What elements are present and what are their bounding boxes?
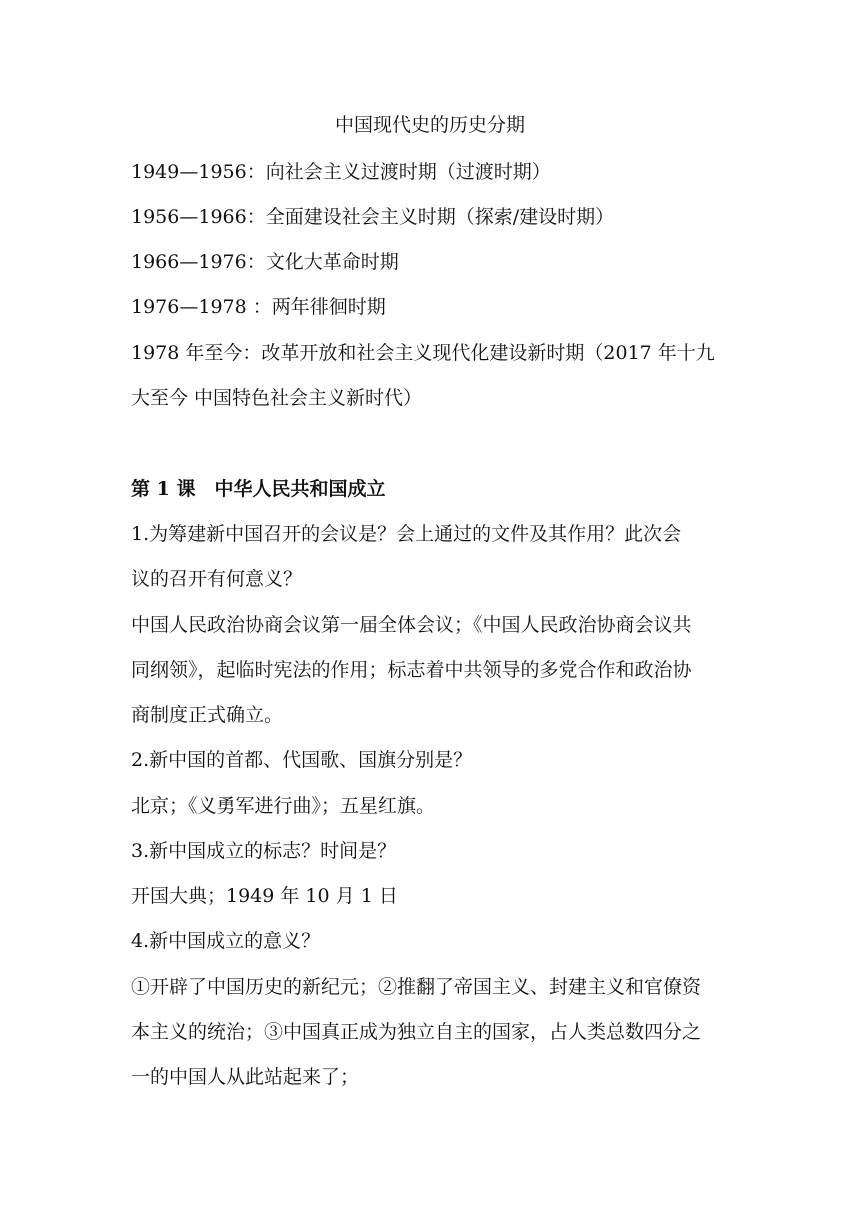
lesson-line: 1.为筹建新中国召开的会议是？会上通过的文件及其作用？此次会 <box>131 523 682 545</box>
lesson-line: 2.新中国的首都、代国歌、国旗分别是？ <box>131 749 473 771</box>
lesson-line: 一的中国人从此站起来了； <box>131 1066 360 1088</box>
lesson-line: 议的召开有何意义？ <box>131 568 303 590</box>
lesson-line: 北京；《义勇军进行曲》；五星红旗。 <box>131 795 436 817</box>
period-line: 1978 年至今：改革开放和社会主义现代化建设新时期（2017 年十九 <box>131 342 715 364</box>
period-line: 1949—1956：向社会主义过渡时期（过渡时期） <box>131 161 551 183</box>
lesson-line: 同纲领》，起临时宪法的作用；标志着中共领导的多党合作和政治协 <box>131 659 692 681</box>
lesson-line: 4.新中国成立的意义？ <box>131 930 321 952</box>
period-line: 1956—1966：全面建设社会主义时期（探索/建设时期） <box>131 206 615 228</box>
lesson-line: 3.新中国成立的标志？时间是？ <box>131 840 397 862</box>
lesson-line: ①开辟了中国历史的新纪元；②推翻了帝国主义、封建主义和官僚资 <box>131 976 702 998</box>
lesson-line: 商制度正式确立。 <box>131 704 284 726</box>
period-line: 大至今 中国特色社会主义新时代） <box>131 387 423 409</box>
lesson-line: 开国大典；1949 年 10 月 1 日 <box>131 885 398 907</box>
period-line: 1976—1978 ：两年徘徊时期 <box>131 296 386 318</box>
document-title: 中国现代史的历史分期 <box>334 114 525 136</box>
lesson-heading: 第 1 课 中华人民共和国成立 <box>131 478 386 500</box>
lesson-line: 中国人民政治协商会议第一届全体会议；《中国人民政治协商会议共 <box>131 614 692 636</box>
lesson-line: 本主义的统治；③中国真正成为独立自主的国家，占人类总数四分之 <box>131 1021 702 1043</box>
period-line: 1966—1976：文化大革命时期 <box>131 251 399 273</box>
